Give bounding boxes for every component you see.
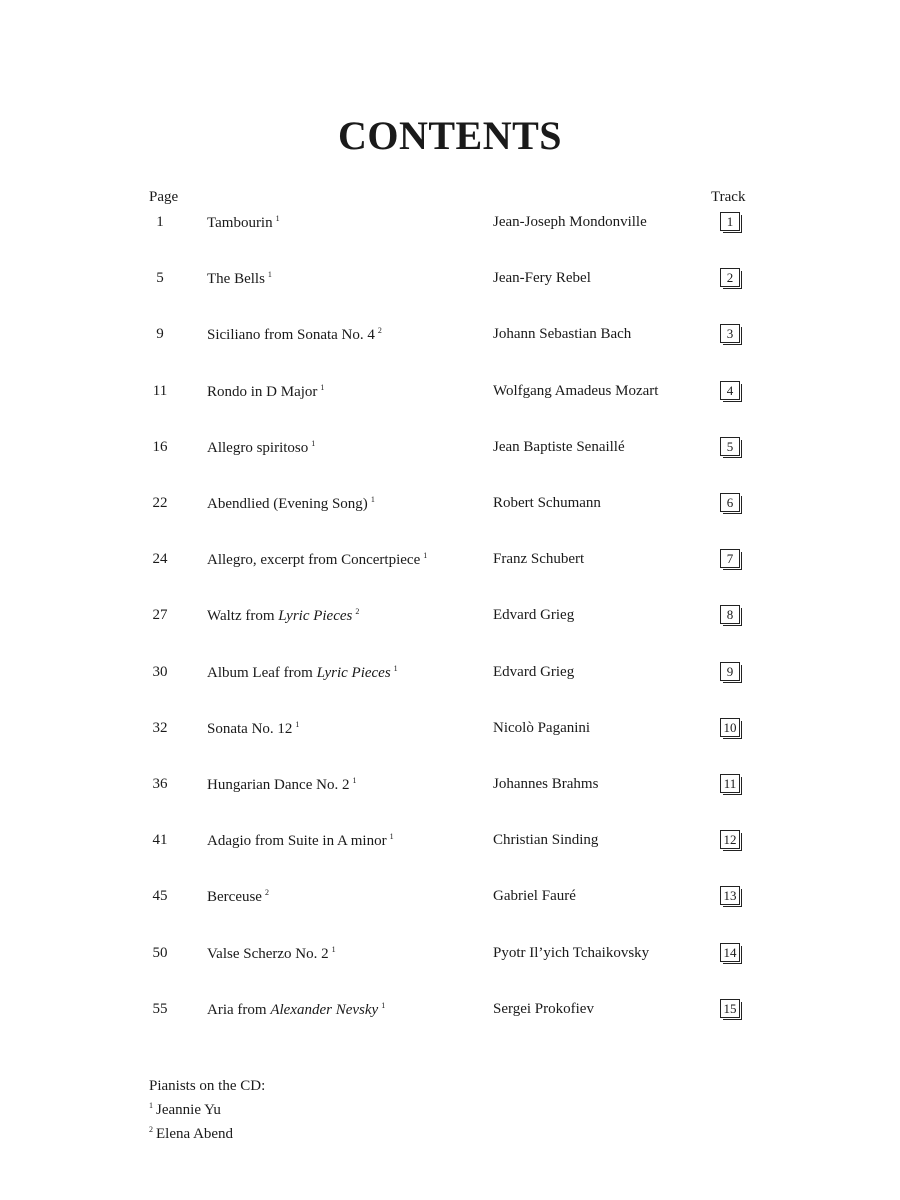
piece-title bbox=[207, 832, 394, 850]
page-number: 22 bbox=[152, 495, 168, 511]
composer-name: Sergei Prokofiev bbox=[493, 1001, 594, 1017]
piece-title bbox=[207, 720, 299, 738]
track-number-box: 3 bbox=[720, 324, 740, 343]
piece-title bbox=[207, 607, 359, 625]
piece-title bbox=[207, 326, 382, 344]
piece-title-text: Album Leaf from bbox=[207, 665, 317, 681]
page-number: 30 bbox=[152, 664, 168, 680]
composer-name: Edvard Grieg bbox=[493, 664, 575, 680]
pianist-name: Elena Abend bbox=[156, 1126, 234, 1142]
piece-title-text: Abendlied (Evening Song) bbox=[207, 496, 368, 512]
pianist-footnote-mark: 1 bbox=[267, 270, 272, 279]
piece-title bbox=[207, 270, 272, 288]
contents-row bbox=[0, 943, 900, 967]
piece-title-text: Waltz from bbox=[207, 608, 279, 624]
contents-row bbox=[0, 774, 900, 798]
piece-title-text: Berceuse bbox=[207, 889, 262, 905]
track-number-box: 8 bbox=[720, 605, 740, 624]
track-number-box: 9 bbox=[720, 662, 740, 681]
pianist-name: Jeannie Yu bbox=[156, 1102, 221, 1118]
composer-name: Gabriel Fauré bbox=[493, 888, 576, 904]
pianist-footnote-mark: 1 bbox=[370, 495, 375, 504]
track-number-box: 11 bbox=[720, 774, 740, 793]
piece-title bbox=[207, 439, 315, 457]
contents-row bbox=[0, 324, 900, 348]
page-column-header: Page bbox=[149, 189, 179, 205]
page-number: 11 bbox=[152, 383, 168, 399]
footnote-mark: 1 bbox=[149, 1101, 153, 1110]
pianist-footnote-mark: 1 bbox=[311, 439, 316, 448]
contents-row bbox=[0, 268, 900, 292]
piece-title-text: Aria from bbox=[207, 1002, 271, 1018]
composer-name: Franz Schubert bbox=[493, 551, 585, 567]
pianist-footnote-mark: 2 bbox=[377, 326, 382, 335]
piece-title bbox=[207, 551, 427, 569]
footnote-mark: 2 bbox=[149, 1125, 153, 1134]
composer-name: Wolfgang Amadeus Mozart bbox=[493, 383, 659, 399]
piece-title-text: Adagio from Suite in A minor bbox=[207, 833, 387, 849]
piece-title-text: Hungarian Dance No. 2 bbox=[207, 777, 350, 793]
piece-title bbox=[207, 945, 336, 963]
track-number-box: 14 bbox=[720, 943, 740, 962]
page-number: 9 bbox=[156, 326, 164, 342]
contents-row bbox=[0, 493, 900, 517]
piece-title-text: Tambourin bbox=[207, 215, 273, 231]
page-number: 5 bbox=[156, 270, 164, 286]
pianist-footnote-mark: 1 bbox=[423, 551, 428, 560]
composer-name: Christian Sinding bbox=[493, 832, 599, 848]
composer-name: Johannes Brahms bbox=[493, 776, 599, 792]
track-column-header: Track bbox=[711, 189, 746, 205]
pianist-footnote-mark: 1 bbox=[352, 776, 357, 785]
page-number: 45 bbox=[152, 888, 168, 904]
piece-title bbox=[207, 664, 398, 682]
footnote-item bbox=[149, 1096, 265, 1120]
contents-row bbox=[0, 830, 900, 854]
composer-name: Nicolò Paganini bbox=[493, 720, 591, 736]
footnote-item bbox=[149, 1120, 265, 1144]
piece-title-italic: Lyric Pieces bbox=[316, 665, 391, 681]
page-number: 1 bbox=[156, 214, 164, 230]
page-number: 24 bbox=[152, 551, 168, 567]
contents-row bbox=[0, 212, 900, 236]
composer-name: Johann Sebastian Bach bbox=[493, 326, 632, 342]
track-number-box: 10 bbox=[720, 718, 740, 737]
page-title: CONTENTS bbox=[337, 113, 563, 158]
piece-title bbox=[207, 888, 269, 906]
contents-row bbox=[0, 718, 900, 742]
contents-row bbox=[0, 437, 900, 461]
page-number: 27 bbox=[152, 607, 168, 623]
page-number: 41 bbox=[152, 832, 168, 848]
track-number-box: 13 bbox=[720, 886, 740, 905]
pianist-footnote-mark: 1 bbox=[393, 664, 398, 673]
pianist-footnote-mark: 1 bbox=[331, 945, 336, 954]
composer-name: Pyotr Il’yich Tchaikovsky bbox=[493, 945, 650, 961]
piece-title-text: Sonata No. 12 bbox=[207, 721, 293, 737]
page-number: 36 bbox=[152, 776, 168, 792]
composer-name: Edvard Grieg bbox=[493, 607, 575, 623]
piece-title bbox=[207, 1001, 385, 1019]
track-number-box: 2 bbox=[720, 268, 740, 287]
contents-row bbox=[0, 381, 900, 405]
composer-name: Jean-Joseph Mondonville bbox=[493, 214, 647, 230]
pianist-footnote-mark: 1 bbox=[275, 214, 280, 223]
contents-row bbox=[0, 886, 900, 910]
page-number: 55 bbox=[152, 1001, 168, 1017]
composer-name: Jean-Fery Rebel bbox=[493, 270, 591, 286]
piece-title-text: Allegro, excerpt from Concertpiece bbox=[207, 552, 421, 568]
piece-title-italic: Lyric Pieces bbox=[278, 608, 353, 624]
track-number-box: 15 bbox=[720, 999, 740, 1018]
footnotes-heading: Pianists on the CD: bbox=[149, 1078, 266, 1094]
piece-title-italic: Alexander Nevsky bbox=[270, 1002, 379, 1018]
contents-row bbox=[0, 549, 900, 573]
contents-row bbox=[0, 605, 900, 629]
piece-title-text: Valse Scherzo No. 2 bbox=[207, 946, 329, 962]
piece-title-text: Rondo in D Major bbox=[207, 384, 318, 400]
pianist-footnote-mark: 2 bbox=[264, 888, 269, 897]
piece-title bbox=[207, 776, 356, 794]
track-number-box: 12 bbox=[720, 830, 740, 849]
track-number-box: 5 bbox=[720, 437, 740, 456]
piece-title-text: The Bells bbox=[207, 271, 265, 287]
page-number: 32 bbox=[152, 720, 168, 736]
contents-row bbox=[0, 662, 900, 686]
track-number-box: 7 bbox=[720, 549, 740, 568]
piece-title-text: Allegro spiritoso bbox=[207, 440, 309, 456]
pianist-footnote-mark: 1 bbox=[295, 720, 300, 729]
pianist-footnote-mark: 2 bbox=[355, 607, 360, 616]
piece-title bbox=[207, 383, 324, 401]
contents-row bbox=[0, 999, 900, 1023]
piece-title bbox=[207, 214, 280, 232]
composer-name: Robert Schumann bbox=[493, 495, 601, 511]
track-number-box: 4 bbox=[720, 381, 740, 400]
pianist-footnote-mark: 1 bbox=[389, 832, 394, 841]
footnotes bbox=[149, 1076, 265, 1144]
composer-name: Jean Baptiste Senaillé bbox=[493, 439, 625, 455]
track-number-box: 1 bbox=[720, 212, 740, 231]
page-number: 16 bbox=[152, 439, 168, 455]
piece-title bbox=[207, 495, 375, 513]
page-number: 50 bbox=[152, 945, 168, 961]
piece-title-text: Siciliano from Sonata No. 4 bbox=[207, 327, 375, 343]
track-number-box: 6 bbox=[720, 493, 740, 512]
pianist-footnote-mark: 1 bbox=[320, 383, 325, 392]
pianist-footnote-mark: 1 bbox=[381, 1001, 386, 1010]
